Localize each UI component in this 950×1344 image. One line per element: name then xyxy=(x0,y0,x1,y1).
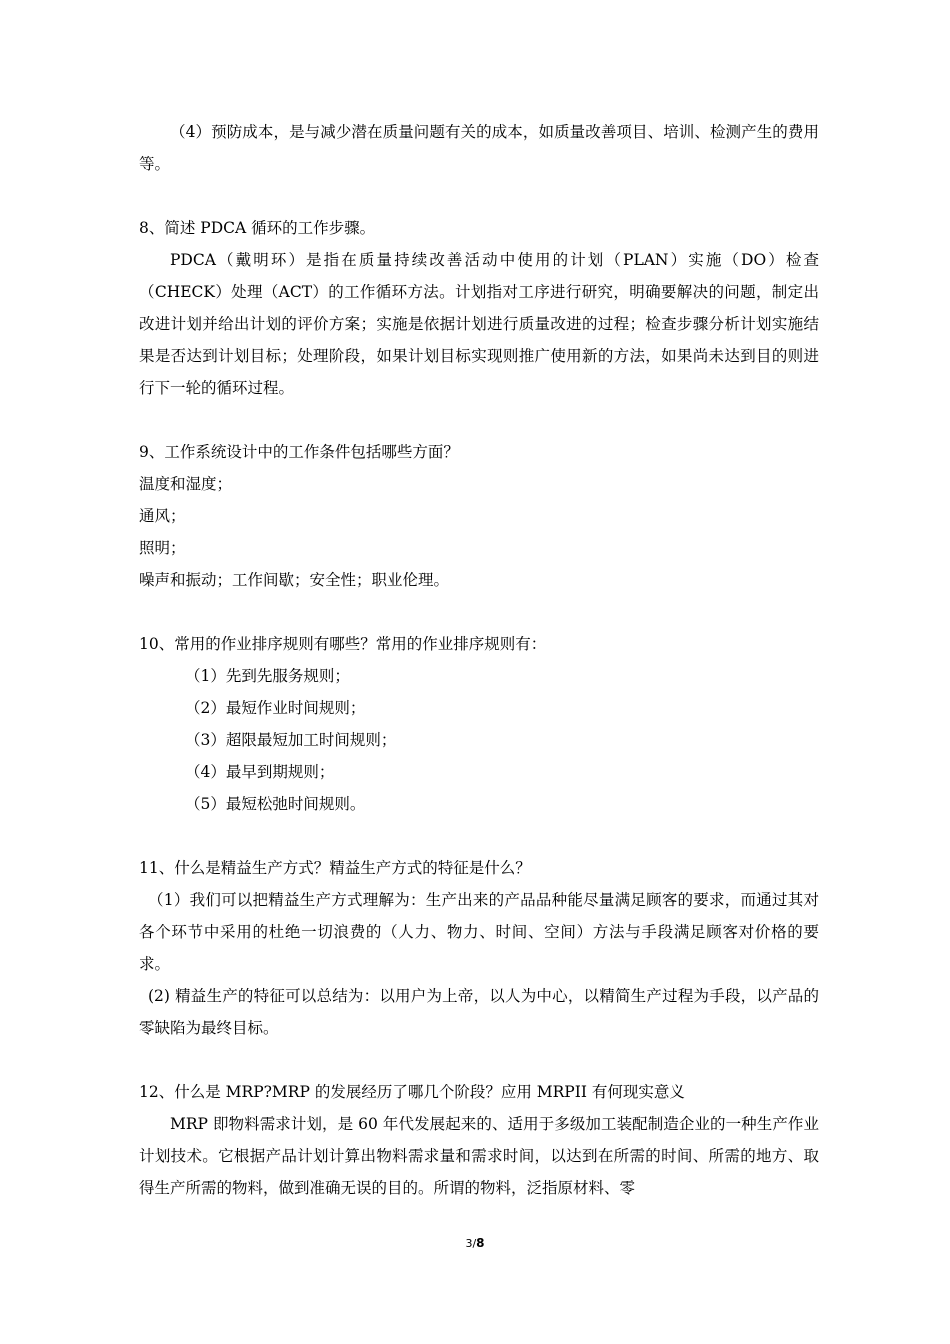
question-12-answer: MRP 即物料需求计划，是 60 年代发展起来的、适用于多级加工装配制造企业的一种生产作业计划技术。它根据产品计划计算出物料需求量和需求时间，以达到在所需的时间、所需的地方、取得生产所需的物料，做到准确无误的目的。所谓的物料，泛指原材料、零 xyxy=(139,1115,819,1197)
question-10-title: 10、常用的作业排序规则有哪些？常用的作业排序规则有： xyxy=(139,635,547,653)
page-number xyxy=(0,1236,950,1251)
question-8-title: 8、简述 PDCA 循环的工作步骤。 xyxy=(139,219,376,237)
prevention-cost-paragraph: （4）预防成本，是与减少潜在质量问题有关的成本，如质量改善项目、培训、检测产生的费用等。 xyxy=(139,123,819,173)
question-9-line: 照明； xyxy=(139,539,186,557)
page-number-total: 8 xyxy=(476,1236,485,1250)
question-9-title: 9、工作系统设计中的工作条件包括哪些方面？ xyxy=(139,443,459,461)
question-10-item: （2）最短作业时间规则； xyxy=(185,699,366,717)
question-9-line: 温度和湿度； xyxy=(139,475,233,493)
question-10-item: （3）超限最短加工时间规则； xyxy=(185,731,397,749)
question-11-title: 11、什么是精益生产方式？精益生产方式的特征是什么？ xyxy=(139,859,531,877)
question-9-line: 通风； xyxy=(139,507,186,525)
page-content xyxy=(139,116,819,1204)
question-9-line: 噪声和振动；工作间歇；安全性；职业伦理。 xyxy=(139,571,450,589)
page-number-current: 3/ xyxy=(465,1237,477,1250)
question-11-answer-2: (2) 精益生产的特征可以总结为：以用户为上帝，以人为中心，以精简生产过程为手段，以产品的零缺陷为最终目标。 xyxy=(139,987,819,1037)
question-12-title: 12、什么是 MRP?MRP 的发展经历了哪几个阶段？应用 MRPII 有何现实意义 xyxy=(139,1083,685,1101)
question-10-item: （5）最短松弛时间规则。 xyxy=(185,795,366,813)
question-10-item: （4）最早到期规则； xyxy=(185,763,335,781)
question-11-answer-1: （1）我们可以把精益生产方式理解为：生产出来的产品品种能尽量满足顾客的要求，而通过其对各个环节中采用的杜绝一切浪费的（人力、物力、时间、空间）方法与手段满足顾客对价格的要求。 xyxy=(139,891,819,973)
question-10-item: （1）先到先服务规则； xyxy=(185,667,350,685)
question-8-answer: PDCA（戴明环）是指在质量持续改善活动中使用的计划（PLAN）实施（DO）检查（CHECK）处理（ACT）的工作循环方法。计划指对工序进行研究，明确要解决的问题，制定出改进计划并给出计划的评价方案；实施是依据计划进行质量改进的过程；检查步骤分析计划实施结果是否达到计划目标；处理阶段，如果计划目标实现则推广使用新的方法，如果尚未达到目的则进行下一轮的循环过程。 xyxy=(139,251,819,397)
